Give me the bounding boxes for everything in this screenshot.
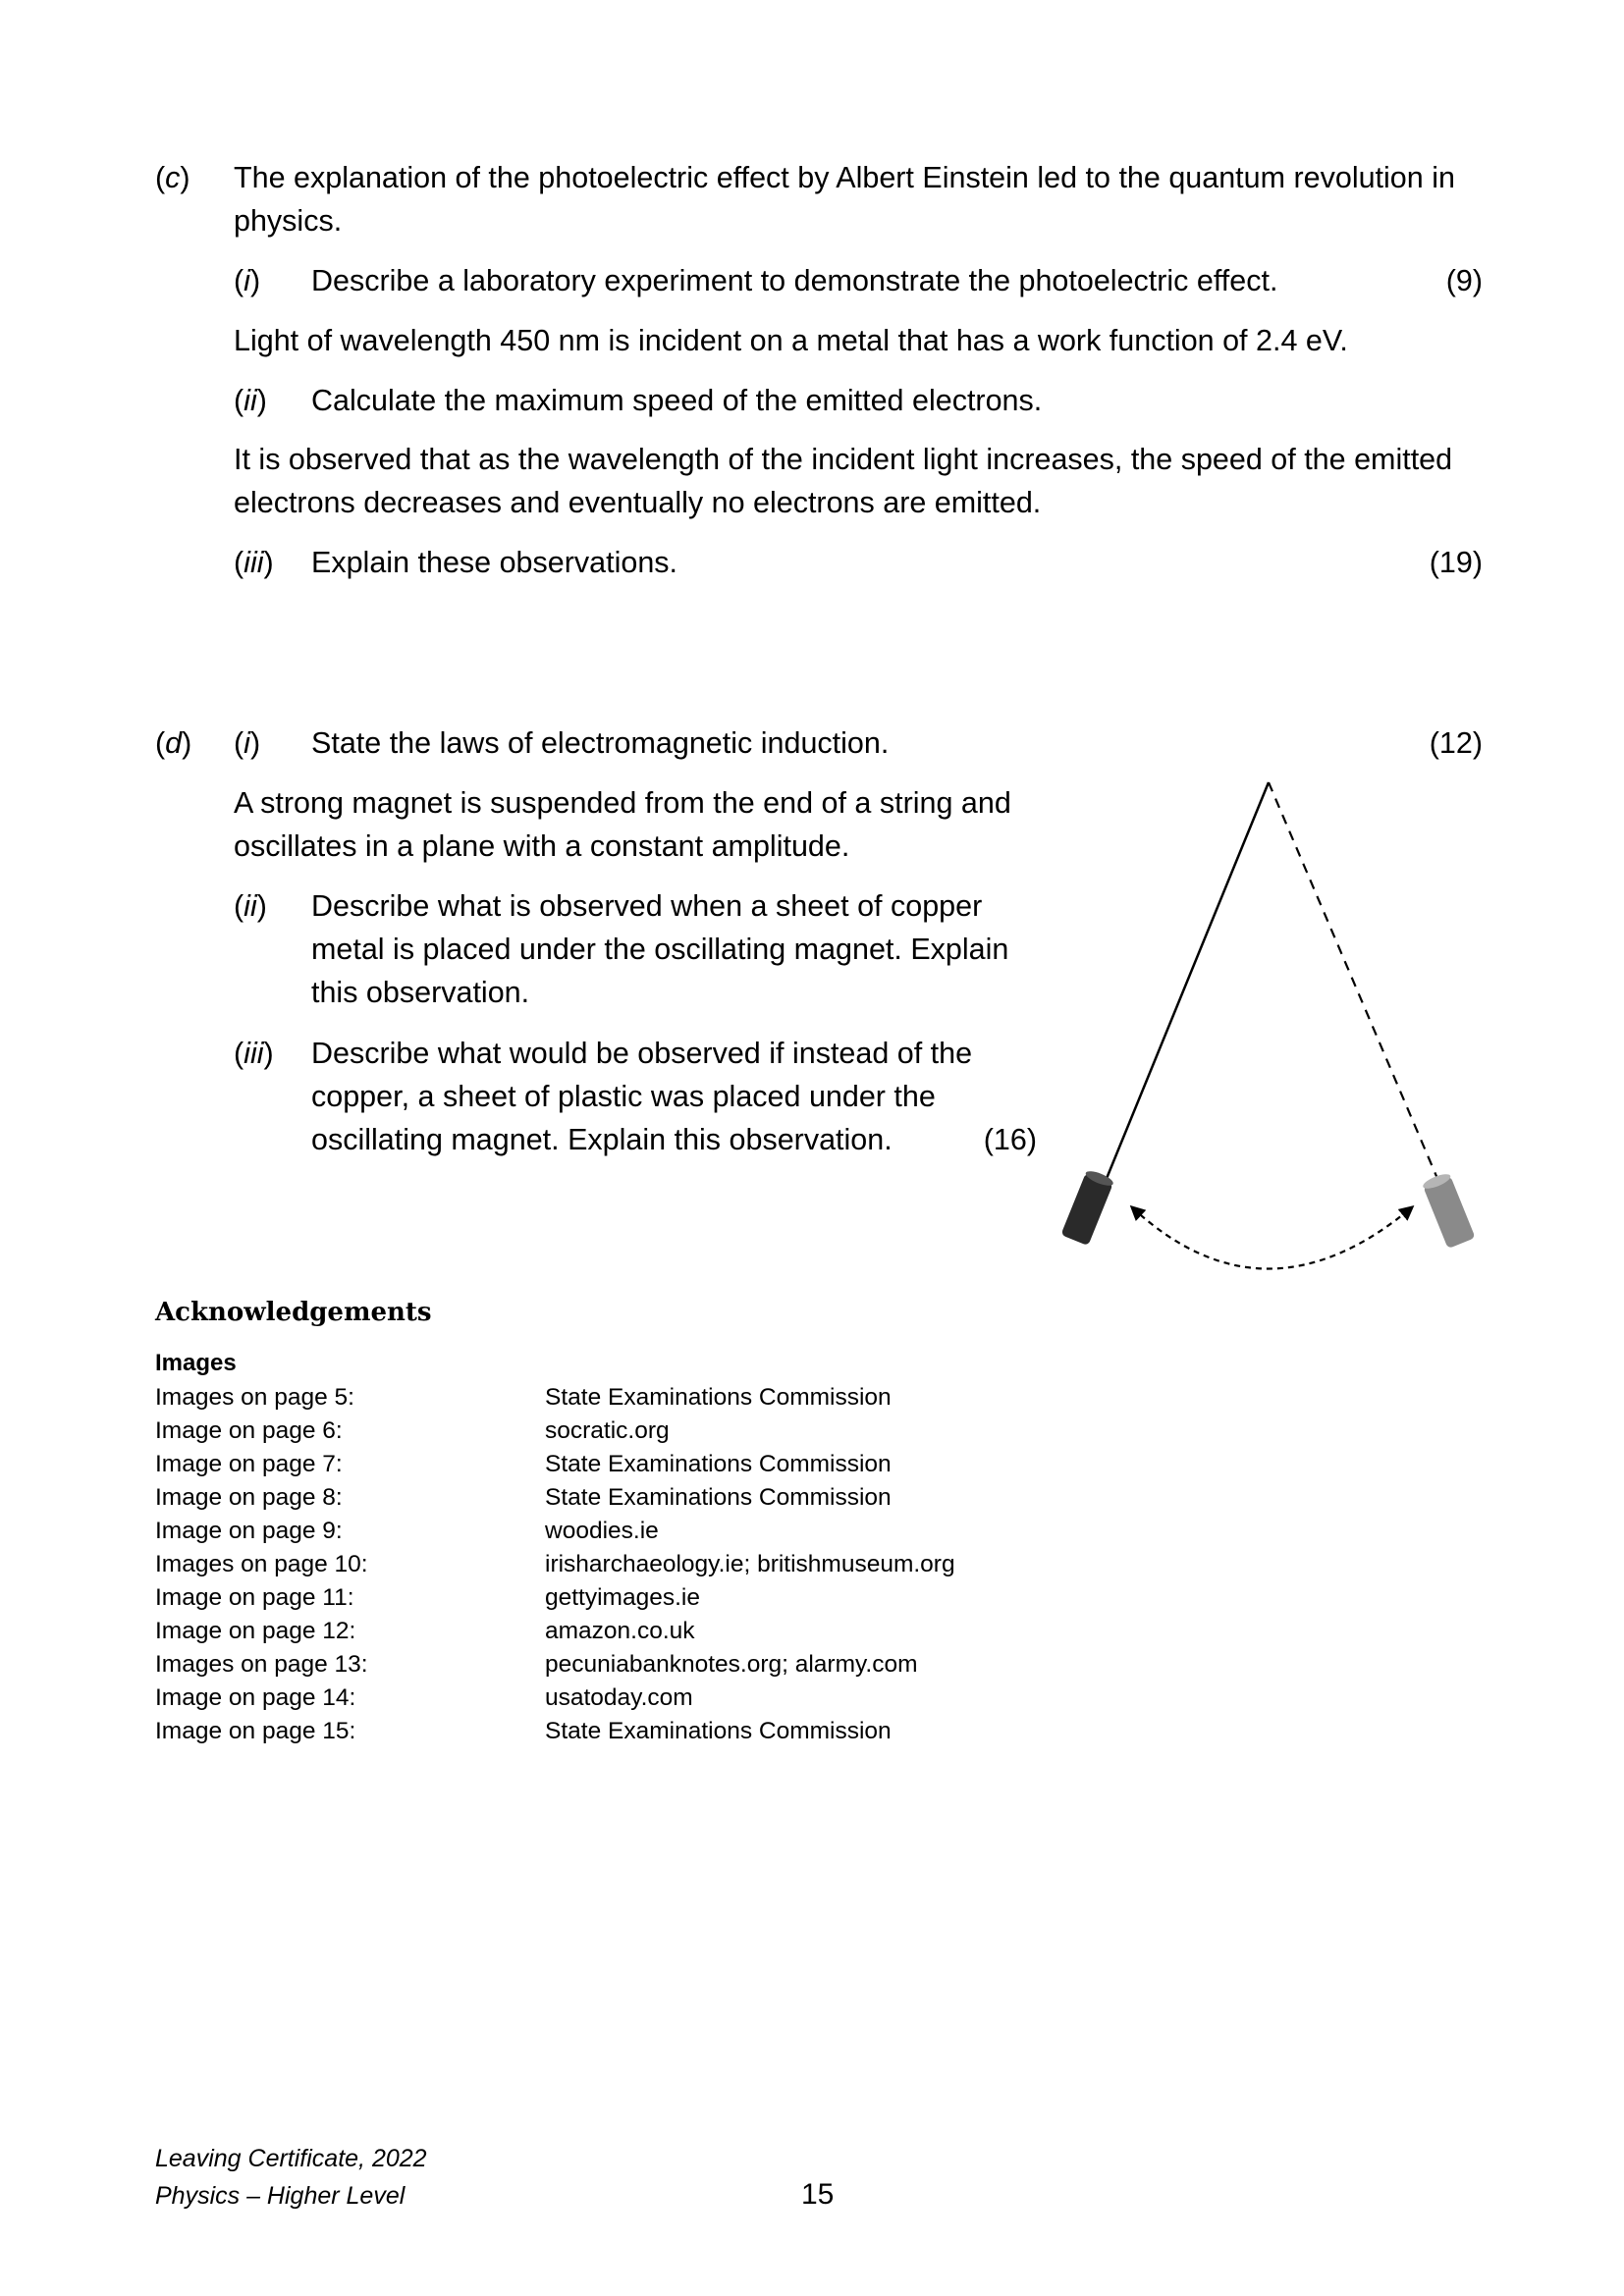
magnet-left: [1060, 1168, 1114, 1246]
acknowledgement-page: Image on page 11:: [155, 1584, 354, 1611]
question-c-part-iii-text: Explain these observations.: [311, 546, 677, 579]
question-d-part-i-label: (i): [234, 726, 261, 760]
question-c-part-iii-label: (iii): [234, 546, 274, 579]
question-d-part-i-text: State the laws of electromagnetic induction.: [311, 726, 890, 760]
question-c-label: (c): [155, 161, 190, 194]
acknowledgement-source: pecuniabanknotes.org; alarmy.com: [545, 1651, 918, 1678]
acknowledgement-source: State Examinations Commission: [545, 1451, 892, 1477]
question-c-stem-3: It is observed that as the wavelength of the incident light increases, the speed of the emitted electrons decreases and eventually no electrons are emitted.: [234, 443, 1453, 519]
acknowledgement-row: [155, 1415, 1039, 1448]
acknowledgement-row: [155, 1481, 1039, 1515]
question-d-part-iii-text: Describe what would be observed if instead of the copper, a sheet of plastic was placed under the oscillating magnet. Explain this observation.: [311, 1037, 973, 1156]
question-c-part-i-marks: (9): [1445, 264, 1483, 297]
footer-subject-level: Physics – Higher Level: [155, 2182, 406, 2210]
acknowledgement-page: Image on page 8:: [155, 1484, 343, 1511]
swing-arrow: [1132, 1207, 1412, 1269]
acknowledgement-row: [155, 1448, 1039, 1481]
question-d-part-iii-marks: (16): [983, 1123, 1037, 1156]
acknowledgement-source: woodies.ie: [545, 1518, 659, 1544]
footer-exam-name: Leaving Certificate, 2022: [155, 2145, 427, 2172]
acknowledgement-page: Images on page 10:: [155, 1551, 368, 1577]
page-number: 15: [801, 2178, 835, 2211]
acknowledgement-page: Image on page 9:: [155, 1518, 343, 1544]
acknowledgement-page: Image on page 7:: [155, 1451, 343, 1477]
acknowledgement-row: [155, 1648, 1039, 1682]
question-d-part-ii-label: (ii): [234, 889, 267, 923]
acknowledgement-source: amazon.co.uk: [545, 1618, 695, 1644]
acknowledgements-subtitle: Images: [155, 1350, 237, 1376]
magnet-right: [1421, 1171, 1475, 1249]
acknowledgement-row: [155, 1682, 1039, 1715]
question-d-stem-2: A strong magnet is suspended from the end of a string and oscillates in a plane with a constant amplitude.: [234, 786, 1011, 863]
acknowledgement-page: Image on page 14:: [155, 1684, 356, 1711]
question-c-part-ii-label: (ii): [234, 384, 267, 417]
question-d-label: (d): [155, 726, 192, 760]
question-d-part-i-marks: (12): [1429, 726, 1483, 760]
acknowledgement-row: [155, 1615, 1039, 1648]
acknowledgement-page: Images on page 5:: [155, 1384, 354, 1411]
acknowledgements-title: Acknowledgements: [155, 1298, 432, 1327]
question-c-part-i-text: Describe a laboratory experiment to demonstrate the photoelectric effect.: [311, 264, 1278, 297]
acknowledgement-row: [155, 1715, 1039, 1748]
acknowledgements-list: [155, 1381, 1039, 1748]
acknowledgement-page: Image on page 6:: [155, 1417, 343, 1444]
acknowledgement-row: [155, 1581, 1039, 1615]
acknowledgement-source: State Examinations Commission: [545, 1484, 892, 1511]
acknowledgement-source: State Examinations Commission: [545, 1384, 892, 1411]
acknowledgement-page: Images on page 13:: [155, 1651, 368, 1678]
acknowledgement-source: usatoday.com: [545, 1684, 693, 1711]
pendulum-string-dashed: [1269, 782, 1438, 1181]
question-c-intro: The explanation of the photoelectric effect by Albert Einstein led to the quantum revolution in physics.: [234, 161, 1455, 238]
pendulum-diagram: [1041, 756, 1492, 1286]
question-d-part-ii-text: Describe what is observed when a sheet of copper metal is placed under the oscillating magnet. Explain this observation.: [311, 889, 1009, 1009]
question-c-stem-2: Light of wavelength 450 nm is incident on a metal that has a work function of 2.4 eV.: [234, 324, 1348, 357]
question-c-part-iii-marks: (19): [1429, 546, 1483, 579]
acknowledgement-row: [155, 1548, 1039, 1581]
pendulum-string: [1106, 782, 1269, 1181]
question-c-part-ii-text: Calculate the maximum speed of the emitted electrons.: [311, 384, 1043, 417]
acknowledgement-source: State Examinations Commission: [545, 1718, 892, 1744]
question-d-part-iii-label: (iii): [234, 1037, 274, 1070]
acknowledgement-source: socratic.org: [545, 1417, 670, 1444]
acknowledgement-page: Image on page 12:: [155, 1618, 356, 1644]
acknowledgement-source: gettyimages.ie: [545, 1584, 700, 1611]
acknowledgement-page: Image on page 15:: [155, 1718, 356, 1744]
acknowledgement-row: [155, 1515, 1039, 1548]
acknowledgement-row: [155, 1381, 1039, 1415]
question-c-part-i-label: (i): [234, 264, 261, 297]
acknowledgement-source: irisharchaeology.ie; britishmuseum.org: [545, 1551, 955, 1577]
